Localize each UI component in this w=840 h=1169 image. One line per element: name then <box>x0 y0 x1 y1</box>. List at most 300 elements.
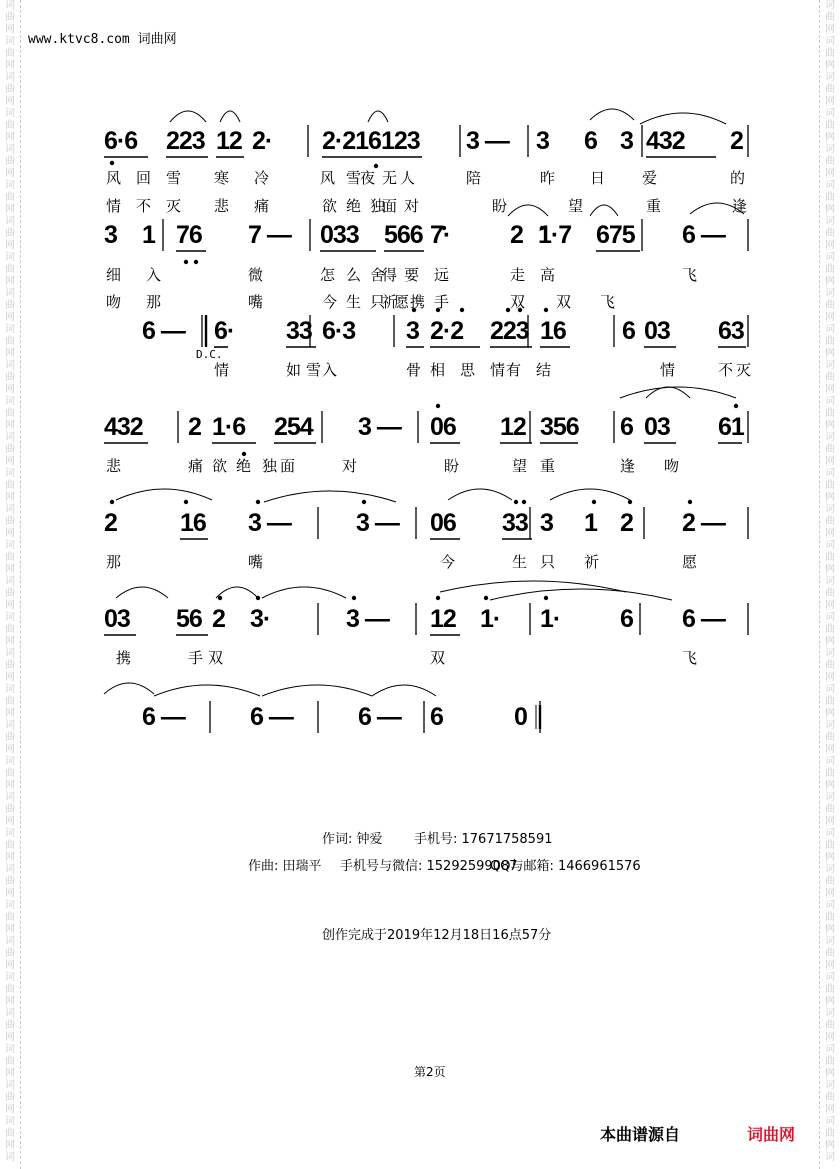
watermark-char: 网 <box>825 240 835 251</box>
watermark-char: 曲 <box>825 444 835 455</box>
watermark-char: 网 <box>825 1140 835 1151</box>
watermark-char: 网 <box>5 996 15 1007</box>
watermark-char: 网 <box>5 744 15 755</box>
lyric-char: 入 <box>146 266 162 284</box>
watermark-char: 词 <box>825 756 835 767</box>
watermark-char: 词 <box>825 72 835 83</box>
slur-arc <box>508 205 548 216</box>
lyric-char: 飞 <box>682 649 698 667</box>
source-label: 本曲谱源自 <box>600 1125 681 1144</box>
octave-dot <box>374 164 378 168</box>
watermark-char: 词 <box>825 1116 835 1127</box>
lyric-char: 手 <box>434 293 450 311</box>
lyric-char: 悲 <box>214 197 230 215</box>
lyric-char: 情 <box>660 361 676 379</box>
note-group: 6 <box>584 127 597 155</box>
note-group: 1·6 <box>212 413 246 441</box>
watermark-char: 词 <box>5 360 15 371</box>
lyric-char: 回 <box>136 169 152 187</box>
watermark-char: 词 <box>5 828 15 839</box>
slur-arc <box>590 205 618 216</box>
lyric-char: 入 <box>322 361 338 379</box>
lyric-char: 对 <box>342 457 358 475</box>
note-group: 6 <box>622 317 635 345</box>
watermark-char: 词 <box>5 540 15 551</box>
lyric-char: 如 <box>286 361 302 379</box>
watermark-char: 网 <box>5 636 15 647</box>
octave-dot <box>362 500 366 504</box>
lyric-char: 携 <box>116 649 132 667</box>
watermark-char: 网 <box>825 132 835 143</box>
lyric-char: 双 <box>430 649 446 667</box>
watermark-char: 词 <box>825 576 835 587</box>
watermark-char: 网 <box>5 924 15 935</box>
watermark-char: 词 <box>825 216 835 227</box>
watermark-char: 词 <box>5 864 15 875</box>
watermark-char: 曲 <box>5 552 15 563</box>
lyric-char: 飞 <box>682 266 698 284</box>
lyric-char: 那 <box>106 553 122 571</box>
lyric-char: 远 <box>434 266 450 284</box>
lyric-char: 望 <box>512 457 528 475</box>
watermark-char: 词 <box>5 504 15 515</box>
lyric-char: 双 <box>556 293 572 311</box>
note-group: 2·2 <box>430 317 464 345</box>
watermark-char: 曲 <box>5 1056 15 1067</box>
lyric-char: 悲 <box>106 457 122 475</box>
lyric-char: 骨 <box>406 361 422 379</box>
note-group: 2 — <box>682 509 725 537</box>
note-group: 1 <box>584 509 597 537</box>
watermark-char: 曲 <box>825 12 835 23</box>
lyric-char: 细 <box>106 266 122 284</box>
watermark-char: 曲 <box>825 732 835 743</box>
note-group: 06 <box>430 509 456 537</box>
octave-dot <box>110 161 114 165</box>
watermark-char: 曲 <box>825 1056 835 1067</box>
watermark-char: 曲 <box>825 156 835 167</box>
octave-dot <box>194 260 198 264</box>
note-group: 223 <box>166 127 205 155</box>
lyric-char: 吻 <box>106 293 122 311</box>
lyric-char: 祈 <box>584 553 600 571</box>
watermark-char: 曲 <box>825 120 835 131</box>
octave-dot <box>436 596 440 600</box>
watermark-char: 网 <box>825 60 835 71</box>
octave-dot <box>734 404 738 408</box>
lyric-char: 的 <box>730 169 746 187</box>
watermark-char: 曲 <box>5 372 15 383</box>
slur-arc <box>264 491 396 502</box>
watermark-char: 曲 <box>825 1128 835 1139</box>
lyric-char: 得 <box>382 266 398 284</box>
watermark-char: 词 <box>825 180 835 191</box>
watermark-char: 曲 <box>5 588 15 599</box>
note-group: 223 <box>490 317 529 345</box>
watermark-char: 曲 <box>825 1020 835 1031</box>
watermark-char: 网 <box>825 960 835 971</box>
watermark-char: 曲 <box>825 300 835 311</box>
octave-dot <box>592 500 596 504</box>
watermark-char: 曲 <box>825 768 835 779</box>
page-number: 第2页 <box>414 1065 446 1079</box>
octave-dot <box>544 308 548 312</box>
watermark-char: 词 <box>825 396 835 407</box>
octave-dot <box>110 500 114 504</box>
note-group: 61 <box>718 413 744 441</box>
watermark-char: 词 <box>5 792 15 803</box>
watermark-char: 网 <box>5 96 15 107</box>
lyric-char: 爱 <box>642 169 658 187</box>
watermark-char: 词 <box>825 540 835 551</box>
watermark-char: 网 <box>825 780 835 791</box>
octave-dot <box>522 500 526 504</box>
watermark-char: 网 <box>5 1032 15 1043</box>
note-group: 2 <box>104 509 117 537</box>
note-group: 6 <box>430 703 443 731</box>
watermark-char: 词 <box>5 144 15 155</box>
lyric-char: 独 <box>262 457 278 475</box>
watermark-char: 词 <box>825 1044 835 1055</box>
watermark-char: 曲 <box>5 84 15 95</box>
lyric-char: 愿 <box>682 553 698 571</box>
watermark-char: 词 <box>5 1080 15 1091</box>
watermark-char: 网 <box>825 384 835 395</box>
watermark-char: 网 <box>5 420 15 431</box>
watermark-char: 网 <box>5 852 15 863</box>
watermark-char: 网 <box>5 1104 15 1115</box>
watermark-char: 网 <box>5 60 15 71</box>
watermark-char: 网 <box>825 888 835 899</box>
watermark-char: 网 <box>5 672 15 683</box>
watermark-char: 网 <box>825 744 835 755</box>
watermark-char: 曲 <box>825 516 835 527</box>
watermark-char: 曲 <box>825 480 835 491</box>
lyric-char: 嘴 <box>248 553 264 571</box>
lyric-char: 情 <box>214 361 230 379</box>
watermark-char: 词 <box>825 684 835 695</box>
watermark-char: 曲 <box>5 48 15 59</box>
note-group: 6 — <box>142 317 185 345</box>
watermark-char: 词 <box>5 72 15 83</box>
note-group: 6 <box>620 605 633 633</box>
lyric-char: 无 <box>382 169 398 187</box>
note-group: 03 <box>644 317 670 345</box>
watermark-char: 曲 <box>5 624 15 635</box>
watermark-char: 网 <box>5 564 15 575</box>
watermark-char: 词 <box>5 1116 15 1127</box>
lyric-char: 灭 <box>166 197 182 215</box>
lyric-char: 祈 <box>382 293 398 311</box>
lyric-char: 雪 <box>346 169 362 187</box>
slur-arc <box>116 489 212 500</box>
brand-link[interactable]: 词曲网 <box>747 1125 796 1144</box>
lyric-char: 双 <box>208 649 224 667</box>
lyric-char: 不 <box>136 197 152 215</box>
watermark-char: 词 <box>825 288 835 299</box>
octave-dot <box>352 596 356 600</box>
note-group: 56 <box>176 605 202 633</box>
watermark-char: 曲 <box>5 660 15 671</box>
octave-dot <box>514 500 518 504</box>
watermark-char: 网 <box>5 276 15 287</box>
site-url-header[interactable]: www.ktvc8.com 词曲网 <box>28 32 177 47</box>
slur-arc <box>220 111 240 122</box>
note-group: 1·7 <box>538 221 572 249</box>
lyricist-phone: 手机号: 17671758591 <box>414 832 553 847</box>
watermark-char: 词 <box>825 144 835 155</box>
note-group: 63 <box>718 317 744 345</box>
watermark-char: 网 <box>825 708 835 719</box>
lyric-char: 结 <box>536 361 552 379</box>
lyric-char: 昨 <box>540 169 556 187</box>
octave-dot <box>242 452 246 456</box>
note-group: 06 <box>430 413 456 441</box>
octave-dot <box>544 596 548 600</box>
watermark-char: 词 <box>825 360 835 371</box>
watermark-char: 网 <box>5 888 15 899</box>
lyric-char: 生 <box>512 553 528 571</box>
watermark-char: 网 <box>825 816 835 827</box>
octave-dot <box>688 500 692 504</box>
watermark-char: 网 <box>825 852 835 863</box>
watermark-char: 词 <box>5 180 15 191</box>
watermark-char: 词 <box>5 900 15 911</box>
watermark-char: 曲 <box>825 192 835 203</box>
watermark-char: 曲 <box>825 228 835 239</box>
watermark-char: 网 <box>5 780 15 791</box>
lyric-char: 今 <box>322 293 338 311</box>
watermark-char: 词 <box>5 396 15 407</box>
lyric-char: 日 <box>590 169 606 187</box>
watermark-char: 网 <box>5 600 15 611</box>
watermark-char: 网 <box>825 996 835 1007</box>
watermark-char: 网 <box>5 816 15 827</box>
note-group: 6 — <box>682 605 725 633</box>
watermark-char: 网 <box>5 528 15 539</box>
note-group: 033 <box>320 221 359 249</box>
watermark-char: 词 <box>825 972 835 983</box>
watermark-char: 词 <box>825 432 835 443</box>
note-group: 12 <box>216 127 242 155</box>
watermark-char: 网 <box>825 204 835 215</box>
lyric-char: 只 <box>370 293 386 311</box>
watermark-char: 词 <box>5 576 15 587</box>
octave-dot <box>184 500 188 504</box>
note-group: 76 <box>176 221 202 249</box>
slur-arc <box>170 111 206 122</box>
note-group: 2 <box>212 605 225 633</box>
slur-arc <box>490 589 672 600</box>
watermark-char: 曲 <box>5 732 15 743</box>
lyricist-credit: 作词: 钟爱 <box>322 832 383 847</box>
lyric-char: 灭 <box>736 361 752 379</box>
watermark-char: 曲 <box>5 156 15 167</box>
lyric-char: 思 <box>460 361 476 379</box>
slur-arc <box>104 683 154 694</box>
watermark-char: 网 <box>825 564 835 575</box>
octave-dot <box>218 596 222 600</box>
watermark-char: 词 <box>825 108 835 119</box>
watermark-char: 曲 <box>5 480 15 491</box>
watermark-char: 曲 <box>825 552 835 563</box>
watermark-char: 网 <box>825 312 835 323</box>
watermark-char: 词 <box>5 216 15 227</box>
lyric-char: 手 <box>188 649 204 667</box>
watermark-char: 网 <box>5 492 15 503</box>
watermark-char: 网 <box>5 24 15 35</box>
watermark-char: 网 <box>825 600 835 611</box>
lyric-char: 独 <box>370 197 386 215</box>
note-group: 2 <box>188 413 201 441</box>
watermark-char: 词 <box>5 648 15 659</box>
watermark-char: 曲 <box>5 804 15 815</box>
lyric-char: 舍 <box>370 266 386 284</box>
watermark-char: 曲 <box>825 660 835 671</box>
note-group: 6·6 <box>104 127 138 155</box>
watermark-char: 词 <box>825 828 835 839</box>
watermark-char: 曲 <box>825 48 835 59</box>
note-group: 2 <box>730 127 743 155</box>
note-group: 3 <box>620 127 633 155</box>
note-group: 12 <box>500 413 526 441</box>
note-group: 7 — <box>248 221 291 249</box>
watermark-char: 网 <box>5 240 15 251</box>
slur-arc <box>640 113 726 124</box>
slur-arc <box>216 587 258 598</box>
watermark-char: 词 <box>5 756 15 767</box>
watermark-char: 曲 <box>825 588 835 599</box>
lyric-char: 走 <box>510 266 526 284</box>
lyric-char: 痛 <box>254 197 270 215</box>
watermark-char: 网 <box>5 1068 15 1079</box>
lyric-char: 那 <box>146 293 162 311</box>
note-group: 3 <box>540 509 553 537</box>
lyric-char: 双 <box>510 293 526 311</box>
note-group: 6 — <box>358 703 401 731</box>
watermark-char: 曲 <box>825 624 835 635</box>
watermark-char: 曲 <box>5 300 15 311</box>
watermark-char: 词 <box>825 1008 835 1019</box>
watermark-char: 网 <box>5 204 15 215</box>
watermark-char: 曲 <box>825 804 835 815</box>
slur-arc <box>448 489 512 500</box>
watermark-char: 网 <box>5 132 15 143</box>
lyric-char: 重 <box>646 197 662 215</box>
lyric-char: 不 <box>718 361 734 379</box>
note-group: 33 <box>502 509 528 537</box>
note-group: 16 <box>540 317 566 345</box>
note-group: 3 — <box>466 127 509 155</box>
watermark-char: 词 <box>825 720 835 731</box>
note-group: 254 <box>274 413 313 441</box>
watermark-char: 网 <box>825 24 835 35</box>
note-group: 1· <box>480 605 501 633</box>
lyric-char: 陪 <box>466 169 482 187</box>
watermark-char: 曲 <box>5 12 15 23</box>
watermark-char: 词 <box>5 936 15 947</box>
watermark-char: 网 <box>5 348 15 359</box>
watermark-char: 词 <box>5 1008 15 1019</box>
watermark-char: 曲 <box>5 192 15 203</box>
note-group: 432 <box>104 413 143 441</box>
lyric-char: 怎 <box>320 266 336 284</box>
slur-arc <box>550 489 630 500</box>
watermark-char: 曲 <box>5 336 15 347</box>
watermark-char: 网 <box>825 1068 835 1079</box>
lyric-char: 逢 <box>732 197 748 215</box>
lyric-char: 要 <box>404 266 420 284</box>
completion-date: 创作完成于2019年12月18日16点57分 <box>322 928 552 943</box>
note-group: 3 <box>104 221 117 249</box>
watermark-char: 词 <box>5 288 15 299</box>
note-group: 566 <box>384 221 423 249</box>
watermark-char: 曲 <box>825 912 835 923</box>
watermark-char: 词 <box>5 1152 15 1163</box>
octave-dot <box>460 308 464 312</box>
lyric-char: 飞 <box>600 293 616 311</box>
watermark-char: 词 <box>825 504 835 515</box>
watermark-char: 网 <box>5 1140 15 1151</box>
watermark-char: 网 <box>825 636 835 647</box>
watermark-char: 词 <box>825 252 835 263</box>
note-group: 7· <box>430 221 451 249</box>
lyric-char: 吻 <box>664 457 680 475</box>
watermark-char: 网 <box>825 492 835 503</box>
watermark-char: 网 <box>5 456 15 467</box>
watermark-char: 曲 <box>825 876 835 887</box>
octave-dot <box>184 260 188 264</box>
lyric-char: 夜 <box>360 169 376 187</box>
lyric-char: 绝 <box>346 197 362 215</box>
note-group: 2·216123 <box>322 127 420 155</box>
lyric-char: 雪 <box>306 361 322 379</box>
watermark-char: 曲 <box>825 264 835 275</box>
lyric-char: 嘴 <box>248 293 264 311</box>
note-group: 675 <box>596 221 635 249</box>
lyric-char: 冷 <box>254 169 270 187</box>
watermark-char: 网 <box>5 312 15 323</box>
note-group: 3 — <box>248 509 291 537</box>
octave-dot <box>628 500 632 504</box>
watermark-char: 曲 <box>5 1020 15 1031</box>
slur-arc <box>368 111 388 122</box>
watermark-char: 网 <box>825 924 835 935</box>
lyric-char: 情 <box>106 197 122 215</box>
lyric-char: 对 <box>404 197 420 215</box>
watermark-char: 词 <box>5 252 15 263</box>
slur-arc <box>262 587 346 598</box>
watermark-char: 曲 <box>5 948 15 959</box>
note-group: 6 <box>620 413 633 441</box>
lyric-char: 欲 <box>322 197 338 215</box>
lyric-char: 相 <box>430 361 446 379</box>
slur-arc <box>116 587 168 598</box>
watermark-char: 词 <box>5 612 15 623</box>
lyric-char: 雪 <box>166 169 182 187</box>
lyric-char: 愿 <box>394 293 410 311</box>
slur-arc <box>262 685 372 696</box>
note-group: 03 <box>104 605 130 633</box>
watermark-char: 词 <box>825 468 835 479</box>
slur-arc <box>440 581 626 592</box>
watermark-char: 网 <box>5 960 15 971</box>
watermark-char: 词 <box>825 324 835 335</box>
watermark-char: 曲 <box>825 84 835 95</box>
watermark-char: 曲 <box>5 228 15 239</box>
composer-qq: QQ与邮箱: 1466961576 <box>490 859 641 874</box>
watermark-char: 曲 <box>825 372 835 383</box>
